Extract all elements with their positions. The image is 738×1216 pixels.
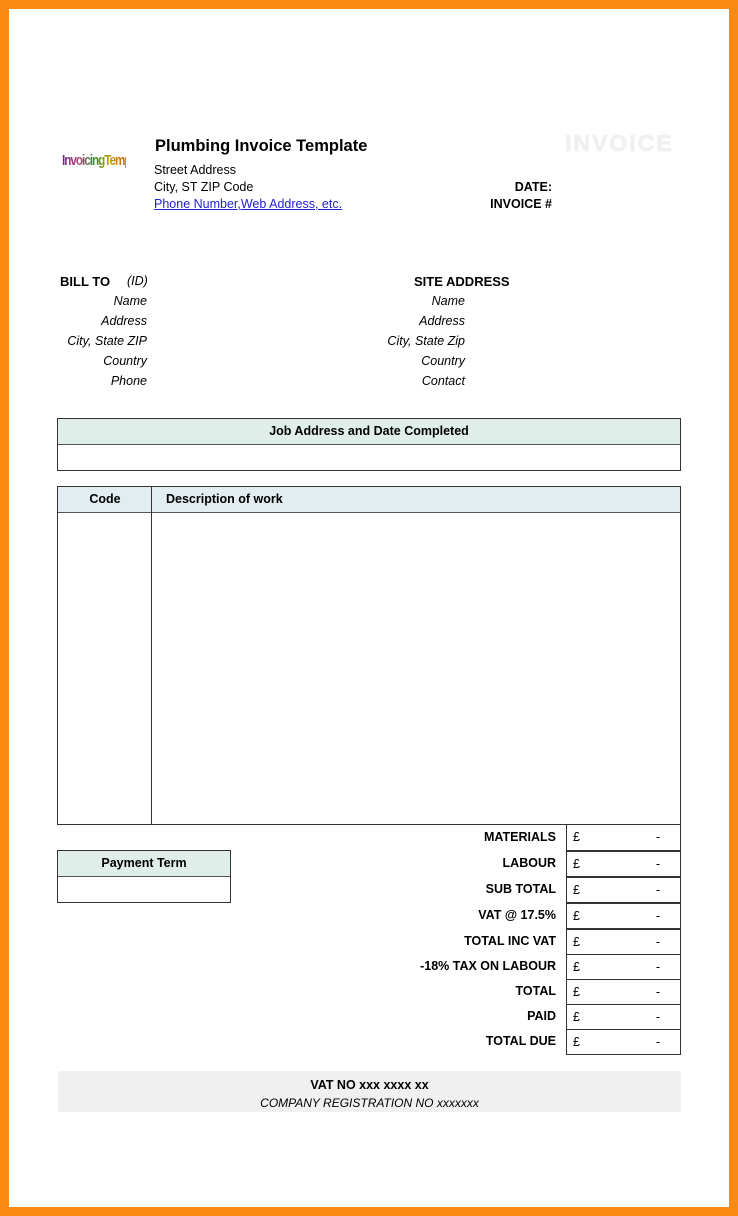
bill-to-name-label: Name xyxy=(113,294,147,308)
company-logo: InvoicingTemplates xyxy=(62,152,126,182)
totals-row-subtotal xyxy=(0,877,680,903)
total-inc-vat-value-cell[interactable] xyxy=(566,929,681,955)
totals-row-total xyxy=(0,979,680,1005)
currency-symbol: £ xyxy=(573,857,580,871)
currency-symbol: £ xyxy=(573,1035,580,1049)
company-registration: COMPANY REGISTRATION NO xxxxxxx xyxy=(260,1096,479,1110)
totals-row-materials xyxy=(0,825,680,851)
site-name-label: Name xyxy=(431,294,465,308)
description-column-cells[interactable] xyxy=(152,513,680,824)
bill-to-title: BILL TO xyxy=(60,274,111,289)
total-inc-vat-label: TOTAL INC VAT xyxy=(464,934,556,948)
work-table xyxy=(57,486,681,825)
description-column-header: Description of work xyxy=(166,492,283,506)
date-label: DATE: xyxy=(514,180,552,194)
vat-value: - xyxy=(655,909,660,923)
currency-symbol: £ xyxy=(573,985,580,999)
labour-label: LABOUR xyxy=(502,856,556,870)
subtotal-value: - xyxy=(655,883,660,897)
tax-on-labour-label: -18% TAX ON LABOUR xyxy=(420,959,556,973)
total-due-value: - xyxy=(655,1035,660,1049)
currency-symbol: £ xyxy=(573,883,580,897)
job-address-title: Job Address and Date Completed xyxy=(58,419,680,445)
currency-symbol: £ xyxy=(573,1010,580,1024)
bill-to-id-label: (ID) xyxy=(127,274,148,288)
total-due-value-cell[interactable] xyxy=(566,1029,681,1055)
site-address-title: SITE ADDRESS xyxy=(414,274,510,289)
totals-row-labour xyxy=(0,851,680,877)
currency-symbol: £ xyxy=(573,909,580,923)
totals-row-paid xyxy=(0,1004,680,1030)
total-value-cell[interactable] xyxy=(566,979,681,1005)
labour-value-cell[interactable] xyxy=(566,851,681,877)
currency-symbol: £ xyxy=(573,935,580,949)
street-address: Street Address xyxy=(154,163,236,177)
tax-on-labour-value: - xyxy=(655,960,660,974)
paid-value: - xyxy=(655,1010,660,1024)
job-address-field[interactable] xyxy=(58,445,680,470)
job-address-box xyxy=(57,418,681,471)
currency-symbol: £ xyxy=(573,960,580,974)
subtotal-value-cell[interactable] xyxy=(566,877,681,903)
city-line: City, ST ZIP Code xyxy=(154,180,254,194)
total-value: - xyxy=(655,985,660,999)
materials-label: MATERIALS xyxy=(484,830,556,844)
paid-label: PAID xyxy=(527,1009,556,1023)
totals-row-total-inc-vat xyxy=(0,929,680,955)
site-address-label: Address xyxy=(419,314,465,328)
total-label: TOTAL xyxy=(515,984,556,998)
footer-band xyxy=(58,1071,681,1112)
currency-symbol: £ xyxy=(573,830,580,844)
tax-on-labour-value-cell[interactable] xyxy=(566,954,681,980)
vat-label: VAT @ 17.5% xyxy=(478,908,556,922)
total-due-label: TOTAL DUE xyxy=(485,1034,556,1048)
subtotal-label: SUB TOTAL xyxy=(485,882,556,896)
bill-to-city-label: City, State ZIP xyxy=(67,334,147,348)
contact-link[interactable]: Phone Number,Web Address, etc. xyxy=(154,197,343,211)
site-city-label: City, State Zip xyxy=(387,334,465,348)
vat-value-cell[interactable] xyxy=(566,903,681,929)
vat-number: VAT NO xxx xxxx xx xyxy=(310,1078,429,1092)
materials-value: - xyxy=(655,830,660,844)
code-column-cells[interactable] xyxy=(58,513,151,824)
total-inc-vat-value: - xyxy=(655,935,660,949)
bill-to-address-label: Address xyxy=(101,314,147,328)
paid-value-cell[interactable] xyxy=(566,1004,681,1030)
company-title: Plumbing Invoice Template xyxy=(155,137,368,155)
site-country-label: Country xyxy=(421,354,465,368)
code-column-header: Code xyxy=(89,492,121,506)
totals-row-tax-labour xyxy=(0,954,680,980)
labour-value: - xyxy=(655,857,660,871)
site-contact-label: Contact xyxy=(421,374,465,388)
payment-term-title: Payment Term xyxy=(58,851,230,877)
bill-to-country-label: Country xyxy=(103,354,147,368)
materials-value-cell[interactable] xyxy=(566,825,681,851)
totals-row-total-due xyxy=(0,1029,680,1055)
totals-row-vat xyxy=(0,903,680,929)
invoice-number-label: INVOICE # xyxy=(490,197,552,211)
invoice-watermark-title: INVOICE xyxy=(565,130,674,156)
bill-to-phone-label: Phone xyxy=(110,374,147,388)
